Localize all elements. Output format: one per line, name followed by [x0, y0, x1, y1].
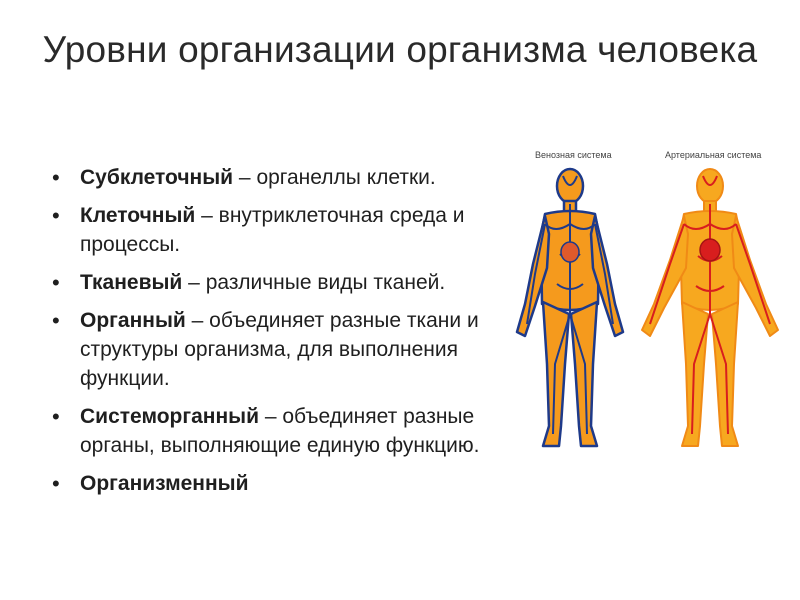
bullet-dot-icon: • — [52, 308, 60, 333]
bullet-term: Субклеточный — [80, 166, 234, 189]
bullet-term: Тканевый — [80, 271, 183, 294]
bullet-item — [48, 268, 508, 297]
bullet-text: – объединяет разные органы, выполняющие единую функцию. — [80, 405, 480, 457]
heart-icon — [561, 242, 579, 262]
arterial-caption: Артериальная система — [665, 150, 762, 160]
bullet-dot-icon: • — [52, 203, 60, 228]
bullet-list — [48, 163, 508, 507]
bullet-item — [48, 306, 508, 393]
bullet-item — [48, 469, 508, 498]
venous-vessels — [527, 176, 613, 434]
slide-title: Уровни организации организма человека — [42, 29, 758, 70]
heart-icon — [700, 239, 720, 261]
bullet-term: Системорганный — [80, 405, 259, 428]
arterial-body-figure — [640, 164, 780, 454]
arterial-vessels — [650, 176, 770, 434]
bullet-term: Органный — [80, 309, 186, 332]
bullet-item — [48, 402, 508, 460]
venous-body-figure — [505, 164, 635, 454]
bullet-text: – различные виды тканей. — [182, 271, 446, 294]
bullet-item — [48, 163, 508, 192]
bullet-dot-icon: • — [52, 165, 60, 190]
venous-caption: Венозная система — [535, 150, 612, 160]
bullet-dot-icon: • — [52, 471, 60, 496]
bullet-dot-icon: • — [52, 270, 60, 295]
bullet-dot-icon: • — [52, 404, 60, 429]
arterial-system-illustration — [640, 150, 770, 450]
bullet-text: – объединяет разные ткани и структуры организма, для выполнения функции. — [80, 309, 479, 390]
venous-system-illustration — [505, 150, 635, 450]
bullet-term: Организменный — [80, 472, 249, 495]
bullet-term: Клеточный — [80, 204, 196, 227]
bullet-text: – органеллы клетки. — [233, 166, 436, 189]
bullet-text: – внутриклеточная среда и процессы. — [80, 204, 465, 256]
bullet-item — [48, 201, 508, 259]
